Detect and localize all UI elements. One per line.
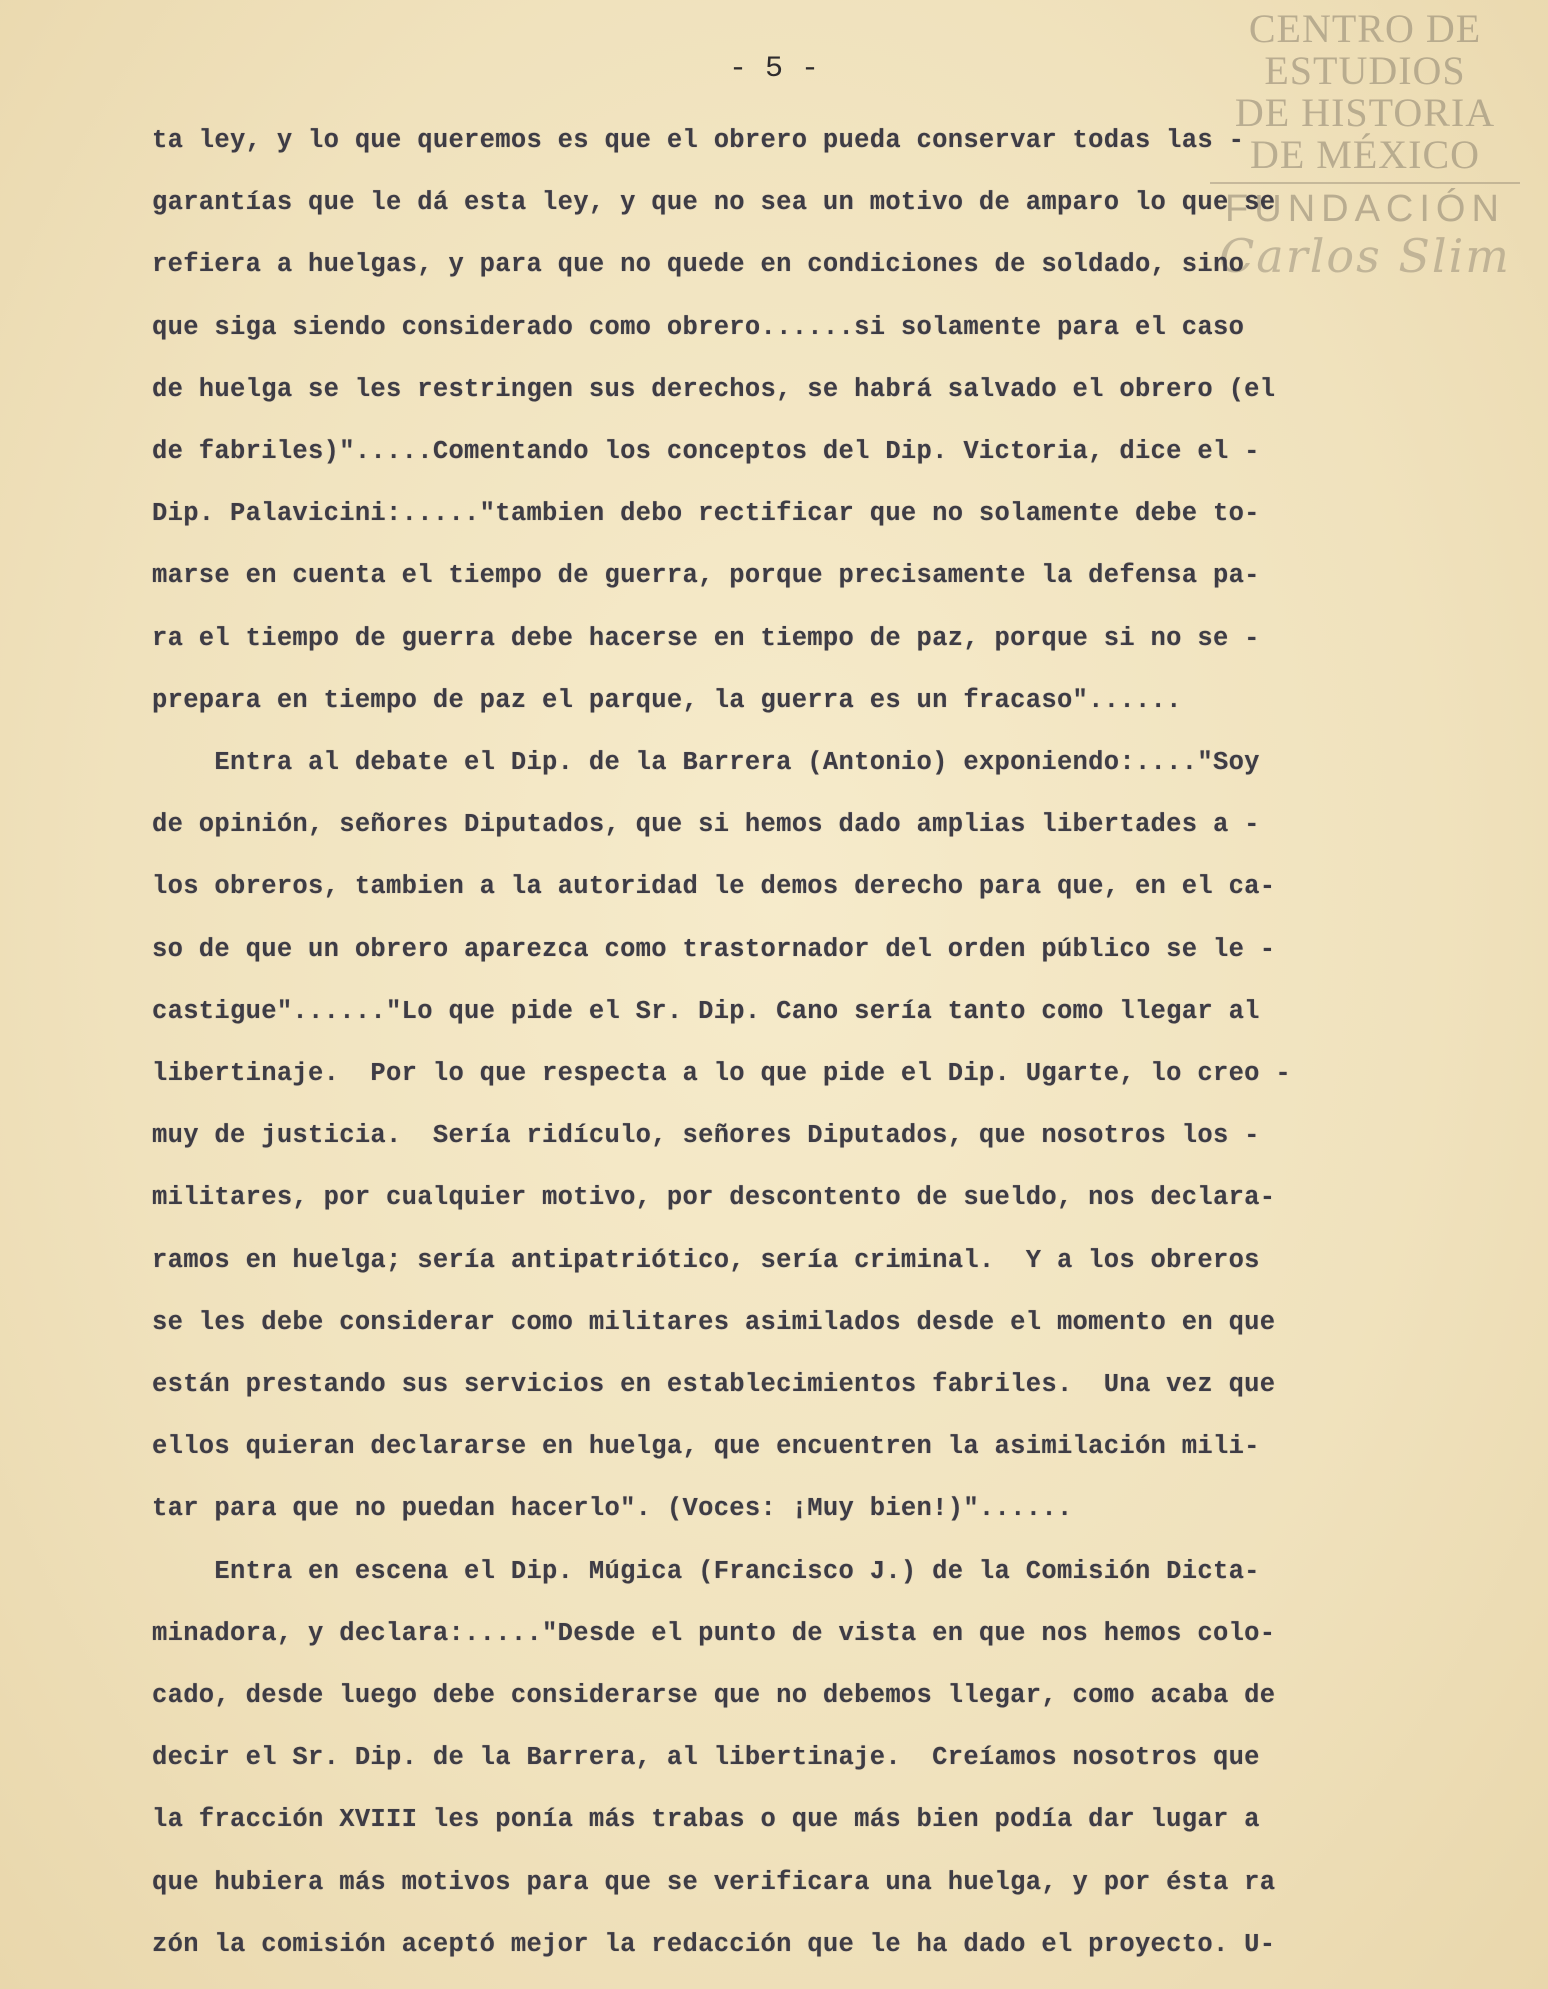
text-line: se les debe considerar como militares asimilados desde el momento en que — [152, 1307, 1276, 1337]
text-line: de opinión, señores Diputados, que si hemos dado amplias libertades a - — [152, 810, 1260, 840]
typewritten-body — [152, 110, 1497, 1976]
text-line: Entra al debate el Dip. de la Barrera (Antonio) exponiendo:...."Soy — [152, 748, 1260, 778]
watermark-line-2: ESTUDIOS — [1264, 48, 1466, 93]
text-line: cado, desde luego debe considerarse que no debemos llegar, como acaba de — [152, 1681, 1276, 1711]
page-number: - 5 - — [728, 52, 819, 86]
text-line: de fabriles)".....Comentando los conceptos del Dip. Victoria, dice el - — [152, 437, 1260, 467]
text-line: que siga siendo considerado como obrero......si solamente para el caso — [152, 312, 1245, 342]
text-line: militares, por cualquier motivo, por descontento de sueldo, nos declara- — [152, 1183, 1276, 1213]
text-line: Entra en escena el Dip. Múgica (Francisco J.) de la Comisión Dicta- — [152, 1556, 1260, 1586]
watermark-line-3: DE HISTORIA — [1234, 90, 1496, 135]
text-line: prepara en tiempo de paz el parque, la guerra es un fracaso"...... — [152, 685, 1182, 715]
text-line: ramos en huelga; sería antipatriótico, sería criminal. Y a los obreros — [152, 1245, 1260, 1275]
text-line: minadora, y declara:....."Desde el punto de vista en que nos hemos colo- — [152, 1618, 1276, 1648]
watermark-line-4: DE MÉXICO — [1249, 132, 1481, 177]
text-line: zón la comisión aceptó mejor la redacción que le ha dado el proyecto. U- — [152, 1929, 1276, 1959]
watermark-foundation: FUNDACIÓN — [1225, 188, 1505, 230]
text-line: libertinaje. Por lo que respecta a lo que pide el Dip. Ugarte, lo creo - — [152, 1059, 1291, 1089]
text-line: garantías que le dá esta ley, y que no sea un motivo de amparo lo que se — [152, 188, 1276, 218]
text-line: los obreros, tambien a la autoridad le demos derecho para que, en el ca- — [152, 872, 1276, 902]
text-line: so de que un obrero aparezca como trastornador del orden público se le - — [152, 934, 1276, 964]
text-line: castigue"......"Lo que pide el Sr. Dip. Cano sería tanto como llegar al — [152, 996, 1260, 1026]
text-line: ellos quieran declararse en huelga, que encuentren la asimilación mili- — [152, 1432, 1260, 1462]
text-line: Dip. Palavicini:....."tambien debo rectificar que no solamente debe to- — [152, 499, 1260, 529]
text-line: ra el tiempo de guerra debe hacerse en tiempo de paz, porque si no se - — [152, 623, 1260, 653]
text-line: están prestando sus servicios en establecimientos fabriles. Una vez que — [152, 1370, 1276, 1400]
watermark-line-1: CENTRO DE — [1248, 6, 1482, 51]
text-line: de huelga se les restringen sus derechos, se habrá salvado el obrero (el — [152, 374, 1276, 404]
text-line: marse en cuenta el tiempo de guerra, porque precisamente la defensa pa- — [152, 561, 1260, 591]
text-line: la fracción XVIII les ponía más trabas o que más bien podía dar lugar a — [152, 1805, 1260, 1835]
watermark-signature: Carlos Slim — [1219, 228, 1511, 283]
text-line: decir el Sr. Dip. de la Barrera, al libertinaje. Creíamos nosotros que — [152, 1743, 1260, 1773]
text-line: ta ley, y lo que queremos es que el obrero pueda conservar todas las - — [152, 126, 1245, 155]
text-line: tar para que no puedan hacerlo". (Voces: ¡Muy bien!)"...... — [152, 1494, 1073, 1524]
text-line: refiera a huelgas, y para que no quede en condiciones de soldado, sino — [152, 250, 1245, 280]
text-line: muy de justicia. Sería ridículo, señores Diputados, que nosotros los - — [152, 1121, 1260, 1151]
text-line: que hubiera más motivos para que se verificara una huelga, y por ésta ra — [152, 1867, 1276, 1897]
